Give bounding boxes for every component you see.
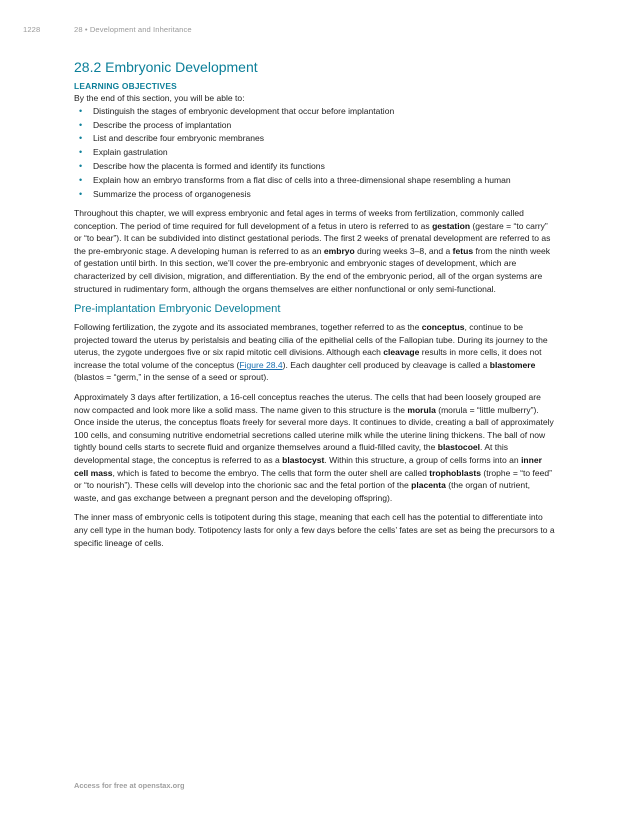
bullet-icon: • bbox=[79, 189, 83, 200]
paragraph-totipotency: The inner mass of embryonic cells is totipotent during this stage, meaning that each cell has the potential to differentiate into any cell type in the human body. Totipotency lasts for only a few days before the cells’ fates are set as being the precursors to a specific lineage of cells. bbox=[74, 512, 555, 548]
list-item: • Describe the process of implantation bbox=[74, 119, 556, 133]
term-placenta: placenta bbox=[411, 480, 446, 491]
term-inner-cell-mass: inner cell mass bbox=[74, 455, 542, 478]
bullet-icon: • bbox=[79, 161, 83, 172]
term-fetus: fetus bbox=[452, 245, 474, 256]
term-morula: morula bbox=[407, 404, 436, 415]
objectives-heading: LEARNING OBJECTIVES bbox=[74, 81, 177, 91]
chapter-title: 28 • Development and Inheritance bbox=[74, 25, 192, 34]
page-number: 1228 bbox=[23, 25, 41, 34]
bullet-icon: • bbox=[79, 119, 83, 130]
bullet-icon: • bbox=[79, 175, 83, 186]
term-conceptus: conceptus bbox=[421, 322, 465, 333]
page-content bbox=[74, 58, 556, 556]
term-blastocoel: blastocoel bbox=[437, 442, 481, 453]
paragraph-gestation: Throughout this chapter, we will express embryonic and fetal ages in terms of weeks from fertilization, commonly called conception. The period of time required for full development of a fetus in utero is referred to as gestation (gestare = “to carry” or “to bear”). It can be subdivided into distinct gestational periods. The first 2 weeks of prenatal development are referred to as the pre-embryonic stage. A developing human is referred to as an embryo during weeks 3–8, and a fetus from the ninth week of gestation until birth. In this section, we’ll cover the pre-embryonic and embryonic stages of development, which are characterized by cell division, migration, and differentiation. By the end of the embryonic period, all of the organ systems are structured in rudimentary form, although the organs themselves are either nonfunctional or only semi-functional. bbox=[74, 207, 551, 294]
objectives-intro: By the end of this section, you will be able to: bbox=[74, 93, 245, 103]
term-cleavage: cleavage bbox=[383, 347, 420, 358]
bullet-icon: • bbox=[79, 105, 83, 116]
paragraph-cleavage: Following fertilization, the zygote and its associated membranes, together referred to as the conceptus, continue to be projected toward the uterus by peristalsis and beating cilia of the epithelial cells of the Fallopian tube. During its journey to the uterus, the zygote undergoes five or six rapid mitotic cell divisions. Although each cleavage results in more cells, it does not increase the total volume of the conceptus (Figure 28.4). Each daughter cell produced by cleavage is called a blastomere (blastos = “germ,” in the sense of a seed or sprout). bbox=[74, 322, 548, 383]
paragraph-morula: Approximately 3 days after fertilization, a 16-cell conceptus reaches the uterus. The cells that had been loosely grouped are now compacted and look more like a solid mass. The name given to this structure is the morula (morula = “little mulberry”). Once inside the uterus, the conceptus floats freely for several more days. It continues to divide, creating a ball of approximately 100 cells, and consuming nutritive endometrial secretions called uterine milk while the uterine lining thickens. The ball of now tightly bound cells starts to secrete fluid and organize themselves around a fluid-filled cavity, the blastocoel. At this developmental stage, the conceptus is referred to as a blastocyst. Within this structure, a group of cells forms into an inner cell mass, which is fated to become the embryo. The cells that form the outer shell are called trophoblasts (trophe = “to feed” or “to nourish”). These cells will develop into the chorionic sac and the fetal portion of the placenta (the organ of nutrient, waste, and gas exchange between a pregnant person and the developing offspring). bbox=[74, 392, 554, 503]
footer-credit: Access for free at openstax.org bbox=[74, 781, 185, 790]
learning-objectives bbox=[74, 81, 556, 202]
list-item: • Explain gastrulation bbox=[74, 146, 556, 160]
figure-link[interactable]: Figure 28.4 bbox=[239, 359, 283, 370]
list-item: • Describe how the placenta is formed and identify its functions bbox=[74, 160, 556, 174]
term-trophoblasts: trophoblasts bbox=[429, 467, 481, 478]
list-item: • List and describe four embryonic membranes bbox=[74, 132, 556, 146]
subsection-title: Pre-implantation Embryonic Development bbox=[74, 303, 281, 316]
list-item: • Distinguish the stages of embryonic development that occur before implantation bbox=[74, 105, 556, 119]
term-blastomere: blastomere bbox=[489, 359, 536, 370]
bullet-icon: • bbox=[79, 147, 83, 158]
term-gestation: gestation bbox=[432, 220, 471, 231]
term-embryo: embryo bbox=[323, 245, 355, 256]
list-item: • Summarize the process of organogenesis bbox=[74, 188, 556, 202]
section-title: 28.2 Embryonic Development bbox=[74, 59, 258, 75]
term-blastocyst: blastocyst bbox=[282, 455, 325, 466]
bullet-icon: • bbox=[79, 133, 83, 144]
running-head bbox=[23, 25, 192, 34]
objectives-list bbox=[74, 105, 556, 202]
list-item: • Explain how an embryo transforms from a flat disc of cells into a three-dimensional shape resembling a human bbox=[74, 174, 556, 188]
